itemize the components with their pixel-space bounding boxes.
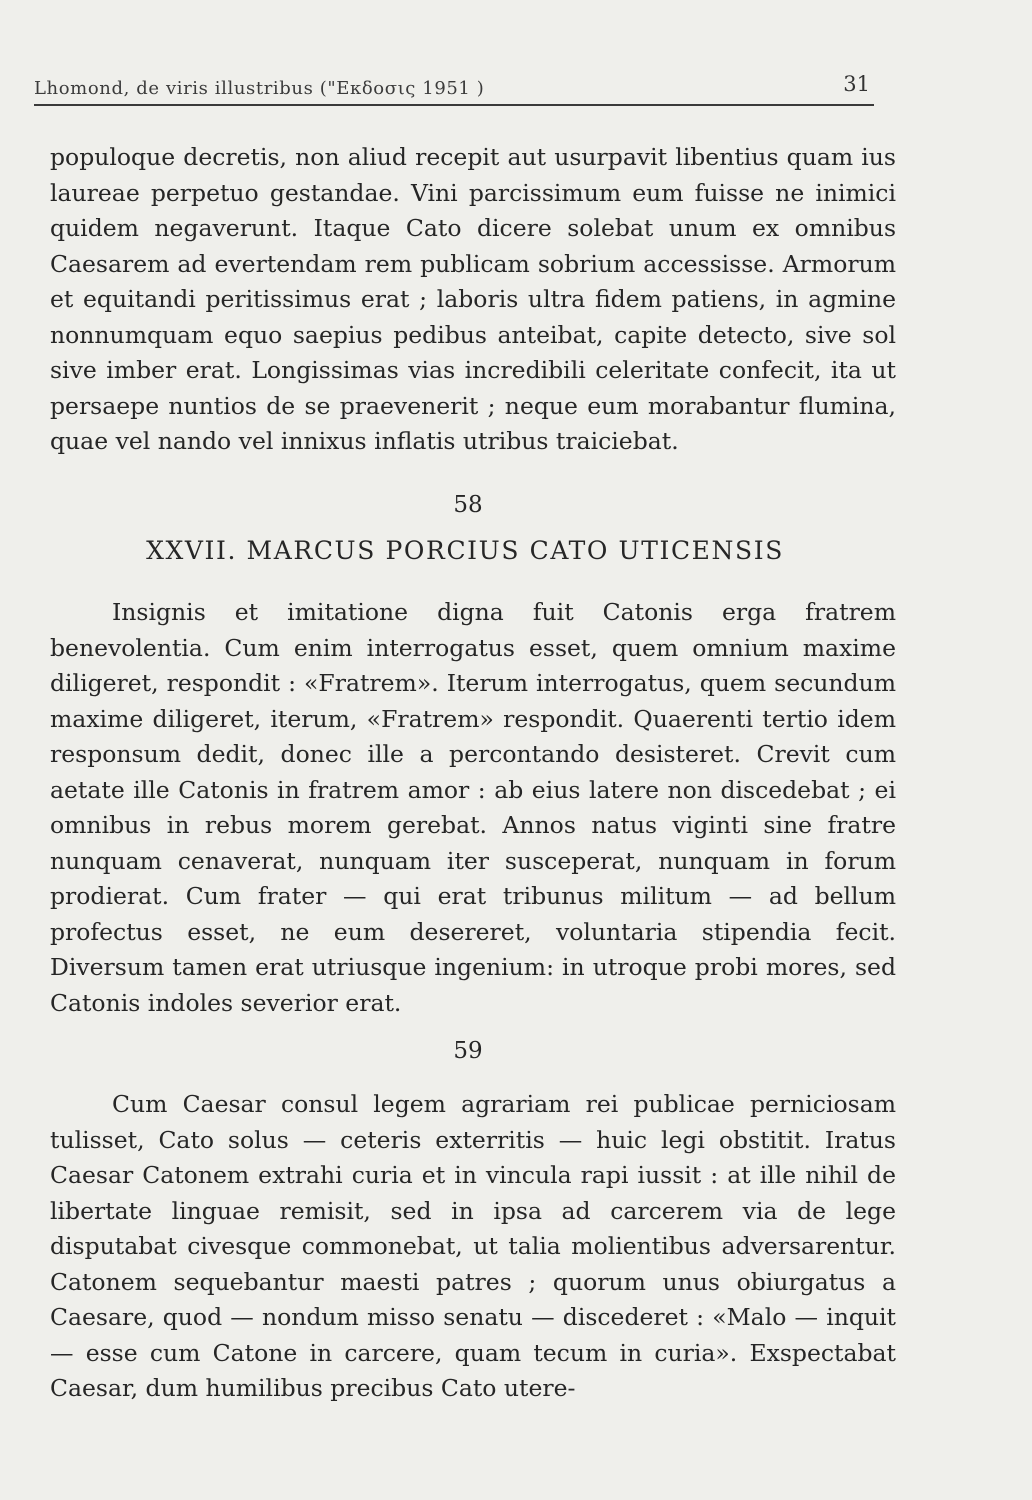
header-title: Lhomond, de viris illustribus ("Εκδοσις 1951 ) (34, 78, 485, 99)
paragraph-58: Insignis et imitatione digna fuit Catonis erga fratrem benevolentia. Cum enim interrogatus esset, quem omnium maxime diligeret, respondit : «Fratrem». Iterum interrogatus, quem secundum maxime diligeret, iterum, «Fratrem» respondit. Quaerenti tertio idem responsum dedit, donec ille a percontando desisteret. Crevit cum aetate ille Catonis in fratrem amor : ab eius latere non discedebat ; ei omnibus in rebus morem gerebat. Annos natus viginti sine fratre nunquam cenaverat, nunquam iter susceperat, nunquam in forum prodierat. Cum frater — qui erat tribunus militum — ad bellum profectus esset, ne eum desereret, voluntaria stipendia fecit. Diversum tamen erat utriusque ingenium: in utroque probi mores, sed Catonis indoles severior erat. (50, 598, 896, 1017)
page-number: 31 (843, 72, 870, 96)
chapter-title: XXVII. MARCUS PORCIUS CATO UTICENSIS (146, 536, 784, 565)
section-number-59: 59 (453, 1038, 483, 1064)
paragraph-59: Cum Caesar consul legem agrariam rei publicae perniciosam tulisset, Cato solus — ceteris exterritis — huic legi obstitit. Iratus Caesar Catonem extrahi curia et in vincula rapi iussit : at ille nihil de libertate linguae remisit, sed in ipsa ad carcerem via de lege disputabat civesque commonebat, ut talia molientibus adversarentur. Catonem sequebantur maesti patres ; quorum unus obiurgatus a Caesare, quod — nondum misso senatu — discederet : «Malo — inquit — esse cum Catone in carcere, quam tecum in curia». Exspectabat Caesar, dum humilibus precibus Cato utere- (50, 1090, 896, 1402)
section-number-58: 58 (453, 492, 483, 518)
running-header (34, 70, 874, 106)
paragraph-57-continuation: populoque decretis, non aliud recepit aut usurpavit libentius quam ius laureae perpetuo gestandae. Vini parcissimum eum fuisse ne inimici quidem negaverunt. Itaque Cato dicere solebat unum ex omnibus Caesarem ad evertendam rem publicam sobrium accessisse. Armorum et equitandi peritissimus erat ; laboris ultra fidem patiens, in agmine nonnumquam equo saepius pedibus anteibat, capite detecto, sive sol sive imber erat. Longissimas vias incredibili celeritate confecit, ita ut persaepe nuntios de se praevenerit ; neque eum morabantur flumina, quae vel nando vel innixus inflatis utribus traiciebat. (50, 143, 896, 455)
